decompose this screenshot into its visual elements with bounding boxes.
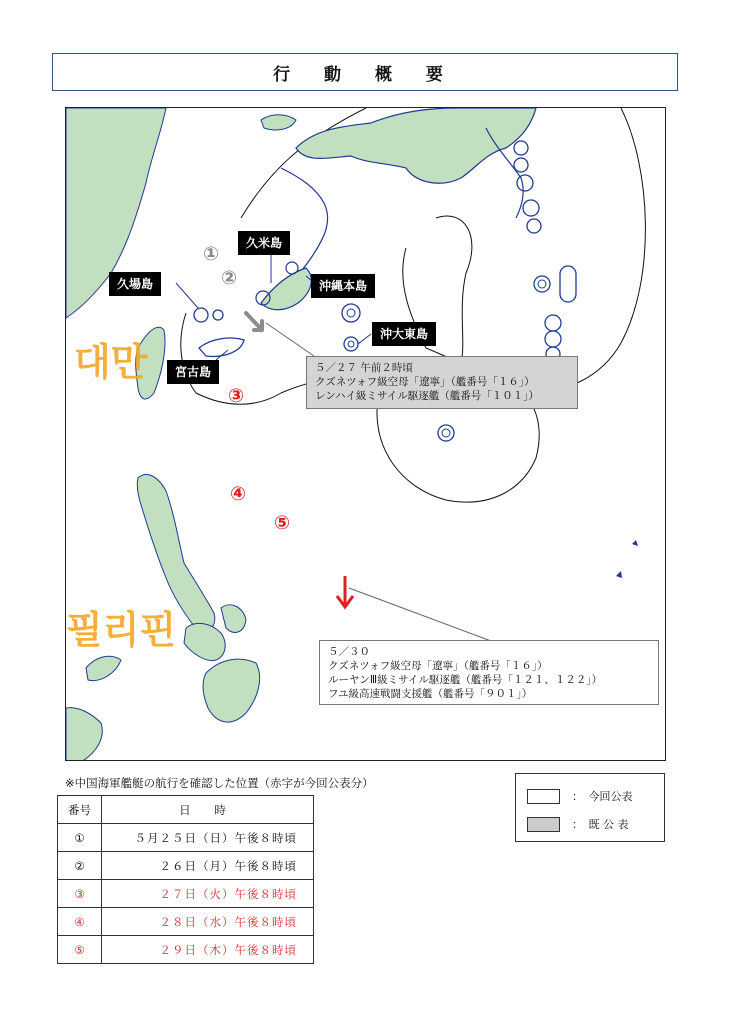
land-small-east-2 [616, 571, 622, 578]
legend-row-current [527, 788, 633, 804]
boundary-line-inner-east [436, 216, 472, 363]
legend-row-previous [527, 816, 629, 832]
legend-swatch-current [527, 789, 560, 804]
land-okinawa [261, 268, 311, 310]
island-chain-east-2 [560, 266, 576, 302]
row-datetime: ２９日（木）午後８時頃 [102, 936, 314, 964]
label-kume-island: 久米島 [238, 231, 290, 255]
land-borneo-tip [66, 708, 102, 761]
row-number: ③ [58, 880, 102, 908]
table-row [58, 880, 314, 908]
leader-kuba [176, 283, 198, 308]
land-samar [221, 605, 246, 633]
legend-label-previous: ： 既 公 表 [572, 818, 629, 831]
island-ring-top-1 [514, 141, 528, 155]
island-ring-kuba-2 [213, 310, 223, 320]
callout-previous-line2: レンハイ級ミサイル駆逐艦（艦番号「１０１」） [315, 390, 540, 402]
island-ring-east-1 [534, 276, 550, 292]
island-ring-top-5 [527, 219, 541, 233]
callout-current-line2: ルーヤンⅢ級ミサイル駆逐艦（艦番号「１２１、１２２」） [328, 674, 603, 686]
land-kyushu-chain [296, 108, 536, 183]
row-datetime: ５月２５日（日）午後８時頃 [102, 824, 314, 852]
label-okinawa-island: 沖縄本島 [311, 274, 375, 298]
header-number: 番号 [58, 796, 102, 824]
point-marker-1: ① [203, 243, 220, 265]
row-number: ① [58, 824, 102, 852]
leader-callout-current [349, 588, 491, 641]
label-kuba-island: 久場島 [109, 272, 161, 296]
callout-current-date: ５／３０ [328, 646, 370, 658]
island-ring-top-3 [517, 175, 533, 191]
island-ring-1 [286, 262, 298, 274]
row-number: ④ [58, 908, 102, 936]
island-ring-east-3a [545, 315, 561, 331]
label-miyako-island: 宮古島 [167, 360, 219, 384]
island-ring-daito-west-inner [347, 309, 355, 317]
island-ring-top-2 [514, 158, 528, 172]
callout-current-line1: クズネツォフ級空母「遼寧」（艦番号「１６」） [328, 660, 548, 672]
arrow-current-position [337, 576, 353, 607]
island-ring-okidaito [344, 337, 358, 351]
island-ring-east-3b [545, 331, 561, 347]
row-datetime: ２８日（水）午後８時頃 [102, 908, 314, 936]
schedule-header-row [58, 796, 314, 824]
table-row [58, 908, 314, 936]
table-row [58, 852, 314, 880]
overlay-label-philippines: 필리핀 [66, 608, 177, 652]
island-ring-okidaito-inner [348, 341, 354, 347]
point-marker-3: ③ [228, 385, 245, 407]
land-small-east-1 [632, 540, 638, 546]
map-footnote: ※中国海軍艦艇の航行を確認した位置（赤字が今回公表分） [65, 776, 374, 790]
callout-current-line3: フユ級高速戦闘支援艦（艦番号「９０１」） [328, 688, 533, 700]
point-marker-4: ④ [230, 483, 247, 505]
row-number: ⑤ [58, 936, 102, 964]
land-islands-top [261, 115, 296, 130]
boundary-line-east-arc [526, 108, 645, 393]
table-row [58, 936, 314, 964]
table-row [58, 824, 314, 852]
land-visayas [184, 623, 225, 660]
leader-okidaito [358, 334, 371, 344]
map-panel [65, 107, 666, 761]
label-okidaito-island: 沖大東島 [372, 322, 436, 346]
row-number: ② [58, 852, 102, 880]
leader-callout-prev [266, 323, 314, 356]
island-ring-south-inner [442, 429, 450, 437]
land-palawan [86, 656, 121, 680]
legend-label-current: ： 今回公表 [572, 790, 633, 803]
callout-previous-date: ５／２７ 午前２時頃 [315, 362, 413, 374]
row-datetime: ２７日（火）午後８時頃 [102, 880, 314, 908]
island-ring-daito-west [342, 304, 360, 322]
callout-previous-sighting [306, 356, 578, 409]
island-ring-top-4 [523, 200, 539, 216]
overlay-label-taiwan: 대만 [74, 340, 148, 384]
point-marker-2: ② [221, 267, 238, 289]
callout-current-sighting [319, 640, 659, 705]
island-ring-east-1-inner [538, 280, 546, 288]
boundary-circle-south [377, 393, 539, 502]
schedule-table [57, 795, 314, 964]
land-mindanao [203, 659, 260, 722]
land-miyako [199, 338, 244, 356]
island-ring-south [438, 425, 454, 441]
page-title: 行 動 概 要 [52, 53, 678, 91]
row-datetime: ２６日（月）午後８時頃 [102, 852, 314, 880]
boundary-line-north [241, 108, 366, 218]
map-legend [515, 773, 665, 842]
header-datetime: 日 時 [102, 796, 314, 824]
island-ring-kuba [194, 308, 208, 322]
point-marker-5: ⑤ [274, 512, 291, 534]
arrow-previous-position [246, 313, 262, 330]
legend-swatch-previous [527, 817, 560, 832]
callout-previous-line1: クズネツォフ級空母「遼寧」（艦番号「１６」） [315, 376, 535, 388]
